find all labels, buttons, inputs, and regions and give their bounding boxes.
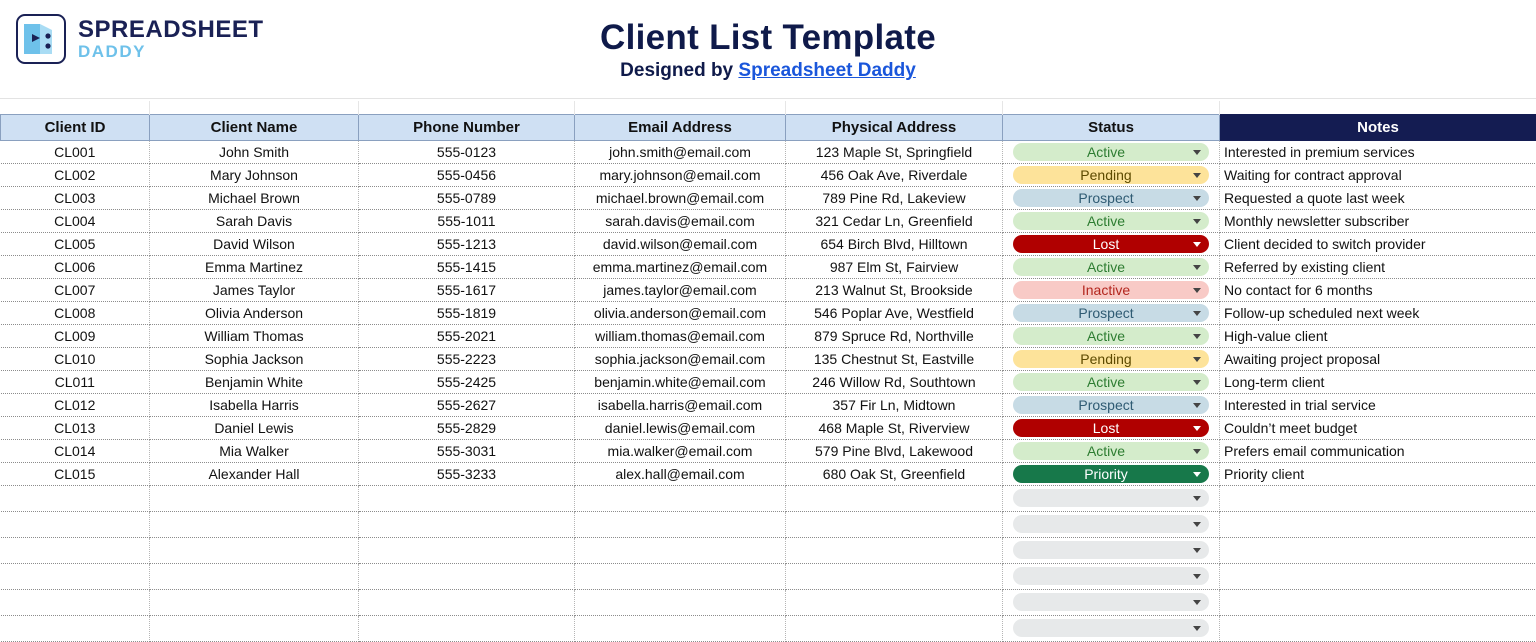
status-label: Prospect <box>1078 305 1133 321</box>
empty-cell[interactable] <box>359 563 575 589</box>
phone-cell[interactable]: 555-1415 <box>359 255 575 278</box>
status-cell[interactable] <box>1003 186 1220 209</box>
column-header-notes[interactable]: Notes <box>1220 114 1536 140</box>
spacer-cell[interactable] <box>1 101 150 114</box>
empty-cell[interactable] <box>1 485 150 511</box>
table-row <box>1 209 1536 232</box>
address-cell[interactable]: 987 Elm St, Fairview <box>786 255 1003 278</box>
notes-cell[interactable]: Priority client <box>1220 462 1536 485</box>
client-name-cell[interactable]: Alexander Hall <box>150 462 359 485</box>
empty-cell[interactable] <box>575 537 786 563</box>
status-cell[interactable] <box>1003 163 1220 186</box>
empty-row <box>1 615 1536 641</box>
empty-cell[interactable] <box>575 589 786 615</box>
table-row <box>1 278 1536 301</box>
address-cell[interactable]: 321 Cedar Ln, Greenfield <box>786 209 1003 232</box>
email-cell[interactable]: alex.hall@email.com <box>575 462 786 485</box>
client-id-cell[interactable]: CL012 <box>1 393 150 416</box>
status-dropdown[interactable] <box>1013 189 1209 207</box>
client-table <box>0 101 1536 642</box>
email-cell[interactable]: emma.martinez@email.com <box>575 255 786 278</box>
phone-cell[interactable]: 555-0456 <box>359 163 575 186</box>
status-dropdown[interactable] <box>1013 235 1209 253</box>
address-cell[interactable]: 879 Spruce Rd, Northville <box>786 324 1003 347</box>
client-name-cell[interactable]: Daniel Lewis <box>150 416 359 439</box>
dropdown-arrow-icon[interactable] <box>1193 357 1201 362</box>
status-dropdown[interactable] <box>1013 258 1209 276</box>
client-name-cell[interactable]: James Taylor <box>150 278 359 301</box>
phone-cell[interactable]: 555-2021 <box>359 324 575 347</box>
column-header-physical-address[interactable]: Physical Address <box>786 114 1003 140</box>
empty-row <box>1 537 1536 563</box>
subtitle-prefix: Designed by <box>620 60 733 81</box>
dropdown-arrow-icon[interactable] <box>1193 472 1201 477</box>
page-title: Client List Template <box>0 18 1536 58</box>
table-row <box>1 347 1536 370</box>
notes-cell[interactable]: Awaiting project proposal <box>1220 347 1536 370</box>
table-row <box>1 255 1536 278</box>
dropdown-arrow-icon[interactable] <box>1193 548 1201 553</box>
empty-cell[interactable] <box>150 589 359 615</box>
status-cell[interactable] <box>1003 301 1220 324</box>
empty-cell[interactable] <box>1003 563 1220 589</box>
header-row <box>1 114 1536 140</box>
empty-cell[interactable] <box>150 485 359 511</box>
client-name-cell[interactable]: Mary Johnson <box>150 163 359 186</box>
email-cell[interactable]: mary.johnson@email.com <box>575 163 786 186</box>
email-cell[interactable]: michael.brown@email.com <box>575 186 786 209</box>
status-dropdown[interactable] <box>1013 304 1209 322</box>
column-header-phone-number[interactable]: Phone Number <box>359 114 575 140</box>
status-label: Lost <box>1093 420 1119 436</box>
status-label: Pending <box>1080 351 1131 367</box>
address-cell[interactable]: 213 Walnut St, Brookside <box>786 278 1003 301</box>
status-dropdown[interactable] <box>1013 396 1209 414</box>
empty-cell[interactable] <box>1 511 150 537</box>
designer-link[interactable]: Spreadsheet Daddy <box>738 60 915 81</box>
client-name-cell[interactable]: Sarah Davis <box>150 209 359 232</box>
status-cell[interactable] <box>1003 232 1220 255</box>
empty-cell[interactable] <box>1 537 150 563</box>
status-dropdown[interactable] <box>1013 143 1209 161</box>
client-id-cell[interactable]: CL002 <box>1 163 150 186</box>
address-cell[interactable]: 123 Maple St, Springfield <box>786 140 1003 163</box>
dropdown-arrow-icon[interactable] <box>1193 380 1201 385</box>
client-id-cell[interactable]: CL004 <box>1 209 150 232</box>
phone-cell[interactable]: 555-3031 <box>359 439 575 462</box>
email-cell[interactable]: olivia.anderson@email.com <box>575 301 786 324</box>
email-cell[interactable]: sophia.jackson@email.com <box>575 347 786 370</box>
empty-cell[interactable] <box>150 563 359 589</box>
notes-cell[interactable]: Follow-up scheduled next week <box>1220 301 1536 324</box>
notes-cell[interactable]: Client decided to switch provider <box>1220 232 1536 255</box>
client-name-cell[interactable]: David Wilson <box>150 232 359 255</box>
empty-cell[interactable] <box>575 563 786 589</box>
empty-cell[interactable] <box>1 563 150 589</box>
empty-cell[interactable] <box>786 563 1003 589</box>
status-dropdown[interactable] <box>1013 166 1209 184</box>
empty-cell[interactable] <box>1003 511 1220 537</box>
client-name-cell[interactable]: Isabella Harris <box>150 393 359 416</box>
status-cell[interactable] <box>1003 370 1220 393</box>
dropdown-arrow-icon[interactable] <box>1193 242 1201 247</box>
dropdown-arrow-icon[interactable] <box>1193 449 1201 454</box>
phone-cell[interactable]: 555-1213 <box>359 232 575 255</box>
empty-cell[interactable] <box>786 589 1003 615</box>
table-row <box>1 301 1536 324</box>
email-cell[interactable]: daniel.lewis@email.com <box>575 416 786 439</box>
status-label: Prospect <box>1078 397 1133 413</box>
status-cell[interactable] <box>1003 347 1220 370</box>
empty-cell[interactable] <box>1003 589 1220 615</box>
client-id-cell[interactable]: CL015 <box>1 462 150 485</box>
status-dropdown[interactable] <box>1013 350 1209 368</box>
status-dropdown[interactable] <box>1013 442 1209 460</box>
phone-cell[interactable]: 555-1617 <box>359 278 575 301</box>
status-dropdown[interactable] <box>1013 212 1209 230</box>
status-cell[interactable] <box>1003 209 1220 232</box>
spacer-row <box>1 101 1536 114</box>
empty-cell[interactable] <box>575 511 786 537</box>
client-id-cell[interactable]: CL005 <box>1 232 150 255</box>
email-cell[interactable]: isabella.harris@email.com <box>575 393 786 416</box>
address-cell[interactable]: 680 Oak St, Greenfield <box>786 462 1003 485</box>
client-name-cell[interactable]: Sophia Jackson <box>150 347 359 370</box>
spacer-cell[interactable] <box>786 101 1003 114</box>
status-cell[interactable] <box>1003 416 1220 439</box>
status-dropdown[interactable] <box>1013 541 1209 559</box>
empty-cell[interactable] <box>1003 615 1220 641</box>
dropdown-arrow-icon[interactable] <box>1193 522 1201 527</box>
logo-text-primary: SPREADSHEET <box>78 18 264 42</box>
table-row <box>1 416 1536 439</box>
client-name-cell[interactable]: Olivia Anderson <box>150 301 359 324</box>
status-label: Active <box>1087 213 1125 229</box>
empty-cell[interactable] <box>1 615 150 641</box>
address-cell[interactable]: 654 Birch Blvd, Hilltown <box>786 232 1003 255</box>
spacer-cell[interactable] <box>359 101 575 114</box>
empty-cell[interactable] <box>1220 615 1536 641</box>
email-cell[interactable]: david.wilson@email.com <box>575 232 786 255</box>
notes-cell[interactable]: Couldn’t meet budget <box>1220 416 1536 439</box>
status-dropdown[interactable] <box>1013 465 1209 483</box>
phone-cell[interactable]: 555-2829 <box>359 416 575 439</box>
table-row <box>1 232 1536 255</box>
notes-cell[interactable]: Interested in premium services <box>1220 140 1536 163</box>
sheet-header <box>0 0 1536 98</box>
table-row <box>1 462 1536 485</box>
empty-cell[interactable] <box>150 615 359 641</box>
column-header-client-id[interactable]: Client ID <box>1 114 150 140</box>
status-dropdown[interactable] <box>1013 619 1209 637</box>
header-divider <box>0 98 1536 99</box>
address-cell[interactable]: 246 Willow Rd, Southtown <box>786 370 1003 393</box>
dropdown-arrow-icon[interactable] <box>1193 219 1201 224</box>
status-dropdown[interactable] <box>1013 373 1209 391</box>
status-dropdown[interactable] <box>1013 489 1209 507</box>
client-name-cell[interactable]: Benjamin White <box>150 370 359 393</box>
notes-cell[interactable]: Interested in trial service <box>1220 393 1536 416</box>
status-dropdown[interactable] <box>1013 419 1209 437</box>
phone-cell[interactable]: 555-0789 <box>359 186 575 209</box>
client-id-cell[interactable]: CL009 <box>1 324 150 347</box>
page-subtitle <box>0 60 1536 82</box>
dropdown-arrow-icon[interactable] <box>1193 334 1201 339</box>
status-cell[interactable] <box>1003 255 1220 278</box>
column-header-status[interactable]: Status <box>1003 114 1220 140</box>
phone-cell[interactable]: 555-0123 <box>359 140 575 163</box>
email-cell[interactable]: john.smith@email.com <box>575 140 786 163</box>
status-label: Priority <box>1084 466 1128 482</box>
address-cell[interactable]: 135 Chestnut St, Eastville <box>786 347 1003 370</box>
client-id-cell[interactable]: CL014 <box>1 439 150 462</box>
empty-cell[interactable] <box>359 511 575 537</box>
dropdown-arrow-icon[interactable] <box>1193 574 1201 579</box>
address-cell[interactable]: 357 Fir Ln, Midtown <box>786 393 1003 416</box>
dropdown-arrow-icon[interactable] <box>1193 403 1201 408</box>
email-cell[interactable]: benjamin.white@email.com <box>575 370 786 393</box>
status-dropdown[interactable] <box>1013 515 1209 533</box>
empty-cell[interactable] <box>786 537 1003 563</box>
phone-cell[interactable]: 555-2627 <box>359 393 575 416</box>
dropdown-arrow-icon[interactable] <box>1193 626 1201 631</box>
client-id-cell[interactable]: CL003 <box>1 186 150 209</box>
empty-row <box>1 563 1536 589</box>
spacer-cell[interactable] <box>1003 101 1220 114</box>
notes-cell[interactable]: Prefers email communication <box>1220 439 1536 462</box>
client-id-cell[interactable]: CL013 <box>1 416 150 439</box>
client-id-cell[interactable]: CL001 <box>1 140 150 163</box>
dropdown-arrow-icon[interactable] <box>1193 496 1201 501</box>
spacer-cell[interactable] <box>150 101 359 114</box>
dropdown-arrow-icon[interactable] <box>1193 426 1201 431</box>
empty-row <box>1 485 1536 511</box>
status-label: Active <box>1087 374 1125 390</box>
table-row <box>1 324 1536 347</box>
status-cell[interactable] <box>1003 324 1220 347</box>
table-row <box>1 439 1536 462</box>
empty-cell[interactable] <box>359 537 575 563</box>
spacer-cell[interactable] <box>575 101 786 114</box>
notes-cell[interactable]: Waiting for contract approval <box>1220 163 1536 186</box>
address-cell[interactable]: 546 Poplar Ave, Westfield <box>786 301 1003 324</box>
client-id-cell[interactable]: CL011 <box>1 370 150 393</box>
empty-row <box>1 511 1536 537</box>
empty-cell[interactable] <box>575 485 786 511</box>
table-row <box>1 186 1536 209</box>
empty-cell[interactable] <box>786 615 1003 641</box>
column-header-client-name[interactable]: Client Name <box>150 114 359 140</box>
status-label: Active <box>1087 443 1125 459</box>
status-cell[interactable] <box>1003 462 1220 485</box>
status-label: Pending <box>1080 167 1131 183</box>
address-cell[interactable]: 579 Pine Blvd, Lakewood <box>786 439 1003 462</box>
empty-cell[interactable] <box>575 615 786 641</box>
notes-cell[interactable]: No contact for 6 months <box>1220 278 1536 301</box>
status-dropdown[interactable] <box>1013 567 1209 585</box>
notes-cell[interactable]: Requested a quote last week <box>1220 186 1536 209</box>
notes-cell[interactable]: High-value client <box>1220 324 1536 347</box>
status-cell[interactable] <box>1003 140 1220 163</box>
address-cell[interactable]: 468 Maple St, Riverview <box>786 416 1003 439</box>
dropdown-arrow-icon[interactable] <box>1193 173 1201 178</box>
dropdown-arrow-icon[interactable] <box>1193 150 1201 155</box>
empty-cell[interactable] <box>1220 589 1536 615</box>
phone-cell[interactable]: 555-3233 <box>359 462 575 485</box>
client-name-cell[interactable]: Michael Brown <box>150 186 359 209</box>
empty-cell[interactable] <box>1220 537 1536 563</box>
empty-cell[interactable] <box>1220 485 1536 511</box>
empty-cell[interactable] <box>786 485 1003 511</box>
email-cell[interactable]: sarah.davis@email.com <box>575 209 786 232</box>
client-name-cell[interactable]: William Thomas <box>150 324 359 347</box>
dropdown-arrow-icon[interactable] <box>1193 265 1201 270</box>
status-label: Prospect <box>1078 190 1133 206</box>
empty-row <box>1 589 1536 615</box>
status-dropdown[interactable] <box>1013 593 1209 611</box>
empty-cell[interactable] <box>1220 511 1536 537</box>
status-dropdown[interactable] <box>1013 327 1209 345</box>
status-cell[interactable] <box>1003 278 1220 301</box>
empty-cell[interactable] <box>359 485 575 511</box>
status-dropdown[interactable] <box>1013 281 1209 299</box>
dropdown-arrow-icon[interactable] <box>1193 311 1201 316</box>
empty-cell[interactable] <box>359 589 575 615</box>
status-label: Active <box>1087 328 1125 344</box>
table-row <box>1 370 1536 393</box>
client-name-cell[interactable]: Mia Walker <box>150 439 359 462</box>
dropdown-arrow-icon[interactable] <box>1193 288 1201 293</box>
table-row <box>1 163 1536 186</box>
empty-cell[interactable] <box>786 511 1003 537</box>
empty-cell[interactable] <box>150 537 359 563</box>
empty-cell[interactable] <box>1220 563 1536 589</box>
client-id-cell[interactable]: CL006 <box>1 255 150 278</box>
empty-cell[interactable] <box>1003 537 1220 563</box>
status-label: Active <box>1087 144 1125 160</box>
dropdown-arrow-icon[interactable] <box>1193 600 1201 605</box>
address-cell[interactable]: 456 Oak Ave, Riverdale <box>786 163 1003 186</box>
phone-cell[interactable]: 555-1819 <box>359 301 575 324</box>
status-label: Active <box>1087 259 1125 275</box>
dropdown-arrow-icon[interactable] <box>1193 196 1201 201</box>
notes-cell[interactable]: Monthly newsletter subscriber <box>1220 209 1536 232</box>
email-cell[interactable]: james.taylor@email.com <box>575 278 786 301</box>
phone-cell[interactable]: 555-1011 <box>359 209 575 232</box>
status-cell[interactable] <box>1003 439 1220 462</box>
spacer-cell[interactable] <box>1220 101 1536 114</box>
empty-cell[interactable] <box>1003 485 1220 511</box>
client-id-cell[interactable]: CL010 <box>1 347 150 370</box>
notes-cell[interactable]: Referred by existing client <box>1220 255 1536 278</box>
phone-cell[interactable]: 555-2425 <box>359 370 575 393</box>
status-label: Lost <box>1093 236 1119 252</box>
logo-text-secondary: DADDY <box>78 43 264 60</box>
table-row <box>1 140 1536 163</box>
empty-cell[interactable] <box>1 589 150 615</box>
table-row <box>1 393 1536 416</box>
email-cell[interactable]: mia.walker@email.com <box>575 439 786 462</box>
client-name-cell[interactable]: Emma Martinez <box>150 255 359 278</box>
address-cell[interactable]: 789 Pine Rd, Lakeview <box>786 186 1003 209</box>
status-label: Inactive <box>1082 282 1130 298</box>
client-id-cell[interactable]: CL007 <box>1 278 150 301</box>
empty-cell[interactable] <box>359 615 575 641</box>
empty-cell[interactable] <box>150 511 359 537</box>
client-name-cell[interactable]: John Smith <box>150 140 359 163</box>
client-id-cell[interactable]: CL008 <box>1 301 150 324</box>
status-cell[interactable] <box>1003 393 1220 416</box>
phone-cell[interactable]: 555-2223 <box>359 347 575 370</box>
column-header-email-address[interactable]: Email Address <box>575 114 786 140</box>
email-cell[interactable]: william.thomas@email.com <box>575 324 786 347</box>
notes-cell[interactable]: Long-term client <box>1220 370 1536 393</box>
